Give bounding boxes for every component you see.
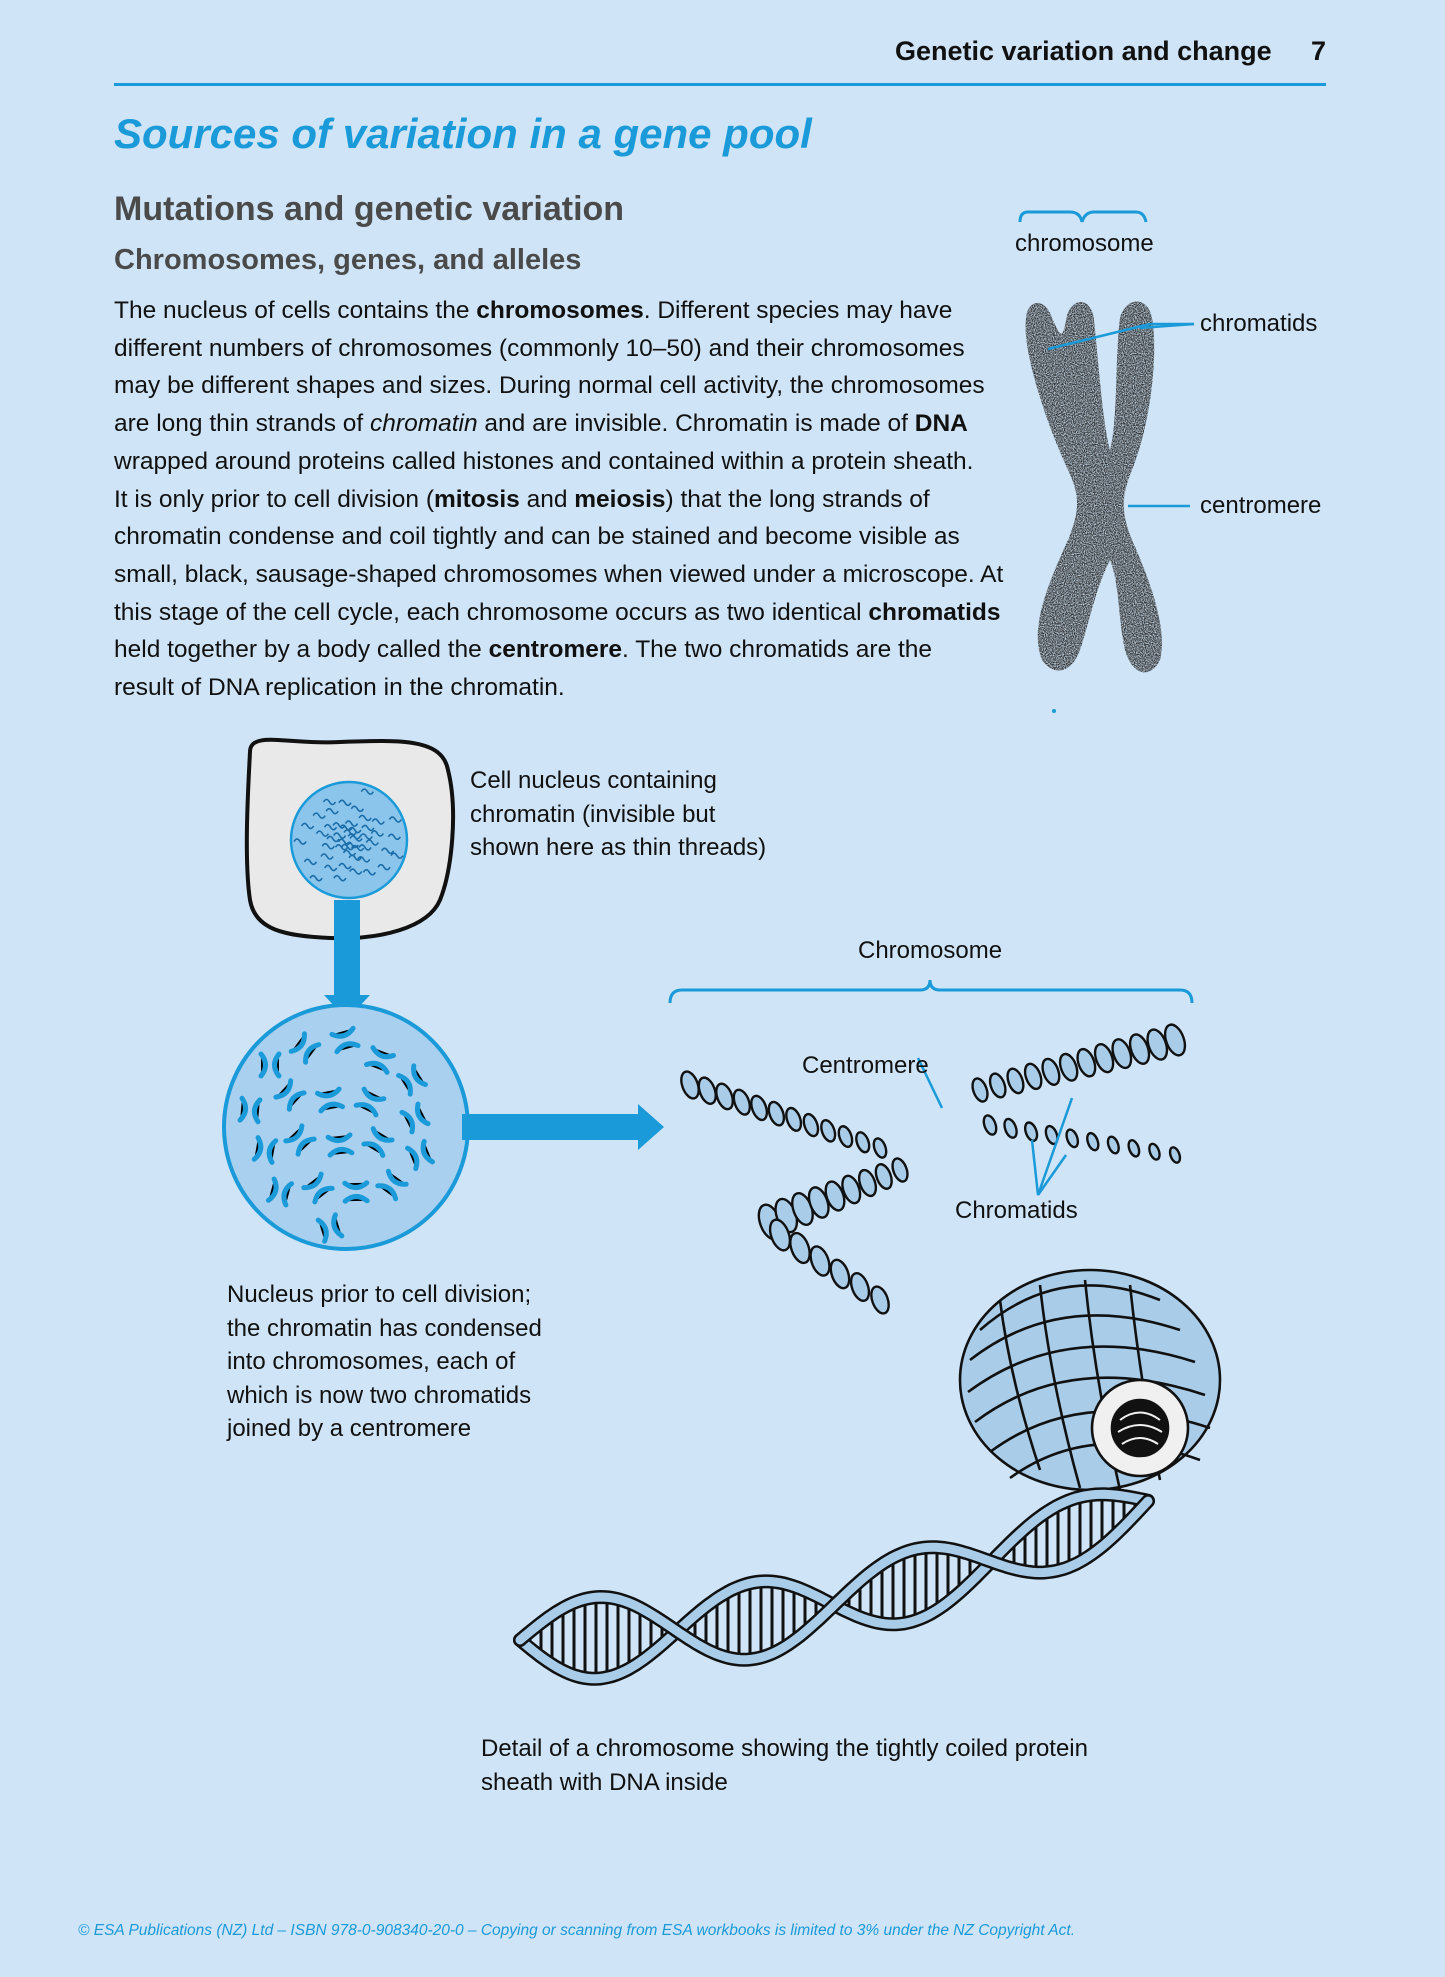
nucleus-chromosomes-illustration: [224, 1005, 468, 1249]
body-line: The nucleus of cells contains the chromosomes. Different species may have: [114, 297, 953, 324]
body-line: wrapped around proteins called histones and contained within a protein sheath.: [114, 447, 974, 475]
caption-cell-division: Nucleus prior to cell division; the chromatin has condensed into chromosomes, each of which is now two chromatids joined by a centromere: [227, 1281, 542, 1442]
chromosome-body: [1026, 302, 1162, 673]
label-chromatids: chromatids: [1200, 310, 1318, 337]
protein-sheath-coil: [960, 1270, 1220, 1490]
body-line: result of DNA replication in the chromatin.: [114, 674, 565, 702]
subsection-title: Chromosomes, genes, and alleles: [114, 244, 582, 276]
copyright-footer: © ESA Publications (NZ) Ltd – ISBN 978-0-908340-20-0 – Copying or scanning from ESA workbooks is limited to 3% under the NZ Copyright Act.: [78, 1922, 1075, 1939]
body-line: are long thin strands of chromatin and are invisible. Chromatin is made of DNA: [114, 410, 968, 438]
caption-nucleus: Cell nucleus containing chromatin (invisible but shown here as thin threads): [470, 767, 767, 861]
right-arrow-icon: [462, 1104, 664, 1150]
body-line: held together by a body called the centromere. The two chromatids are the: [114, 636, 933, 664]
chromosome-brace: [1020, 212, 1146, 222]
page-number: 7: [1311, 36, 1327, 66]
chromosome-illustration: [1020, 212, 1194, 713]
label-chromatids-detail: Chromatids: [955, 1197, 1078, 1224]
coiled-chromosome-illustration: [670, 980, 1220, 1490]
body-line: this stage of the cell cycle, each chromosome occurs as two identical chromatids: [114, 598, 1001, 626]
caption-chromosome-detail: Detail of a chromosome showing the tightly coiled protein sheath with DNA inside: [481, 1735, 1088, 1796]
section-title: Mutations and genetic variation: [114, 190, 625, 228]
label-centromere: centromere: [1200, 492, 1322, 519]
page-title: Sources of variation in a gene pool: [114, 110, 812, 157]
body-line: It is only prior to cell division (mitosis and meiosis) that the long strands of: [114, 485, 930, 513]
label-chromosome-detail: Chromosome: [858, 937, 1003, 964]
running-head: Genetic variation and change: [895, 36, 1272, 66]
body-line: chromatin condense and coil tightly and can be stained and become visible as: [114, 523, 960, 551]
chromosome-detail-brace: [670, 980, 1192, 1003]
label-chromosome: chromosome: [1015, 230, 1154, 257]
nucleus-chromatin: [291, 782, 407, 898]
body-line: small, black, sausage-shaped chromosomes when viewed under a microscope. At: [114, 560, 1004, 588]
dna-helix-illustration: [520, 1494, 1148, 1678]
body-line: may be different shapes and sizes. During normal cell activity, the chromosomes: [114, 372, 985, 400]
label-centromere-detail: Centromere: [802, 1052, 929, 1079]
body-line: different numbers of chromosomes (commonly 10–50) and their chromosomes: [114, 334, 965, 362]
